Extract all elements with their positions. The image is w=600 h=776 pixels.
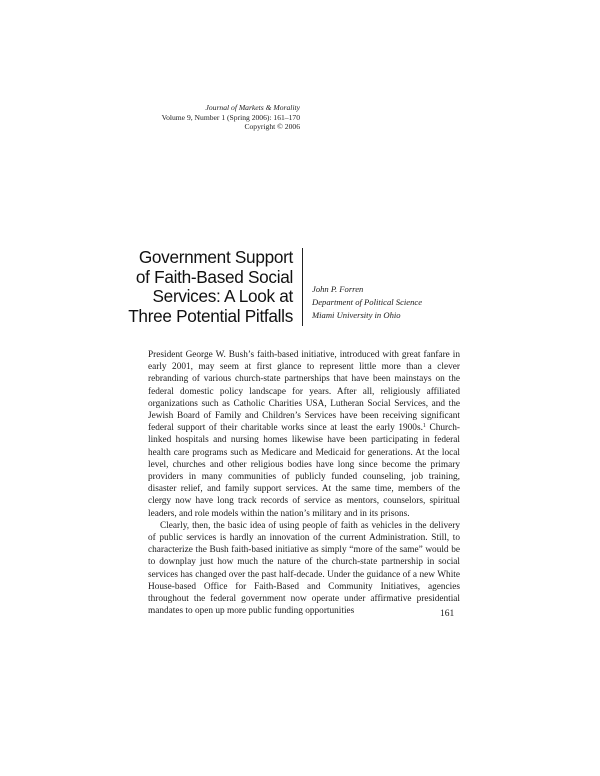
title-line: Services: A Look at (152, 286, 293, 307)
title-line: of Faith-Based Social (135, 266, 293, 287)
article-title (128, 248, 293, 326)
journal-volume: Volume 9, Number 1 (Spring 2006): 161–170 (161, 112, 300, 122)
journal-header (162, 103, 300, 132)
author-name: John P. Forren (312, 284, 364, 294)
body-paragraph (148, 349, 460, 520)
footnote-marker[interactable]: 1 (422, 423, 426, 430)
paragraph-text: Church-linked hospitals and nursing homes likewise have been participating in federal health care programs such as Medicare and Medicaid for generations. At the local level, churches and other religious bodies have long since become the primary providers in many communities of publicly funded counseling, job training, disaster relief, and family support services. At the same time, members of the clergy now have long track records of service as mentors, counselors, spiritual leaders, and role models within the nation’s military and in its prisons. (148, 423, 460, 519)
article-title-block (128, 248, 303, 326)
paragraph-text: President George W. Bush’s faith-based initiative, introduced with great fanfare in early 2001, may seem at first glance to represent little more than a clever rebranding of various church-state partnerships that have been mainstays on the federal domestic policy landscape for years. After all, religiously affiliated organizations such as Catholic Charities USA, Lutheran Social Services, and the Jewish Board of Family and Children’s Services have been receiving significant federal support of their charitable works since at least the early 1900s. (148, 350, 460, 434)
author-department: Department of Political Science (312, 297, 423, 307)
page-number: 161 (440, 609, 455, 619)
author-university: Miami University in Ohio (312, 310, 401, 320)
title-line: Government Support (138, 247, 293, 267)
body-paragraph: Clearly, then, the basic idea of using people of faith as vehicles in the delivery of public services is hardly an innovation of the current Administration. Still, to characterize the Bush faith-based initiative as simply “more of the same” would be to downplay just how much the nature of the church-state partnership in social services has changed over the past half-decade. Under the guidance of a new White House-based Office for Faith-Based and Community Initiatives, agencies throughout the federal government now operate under affirmative presidential mandates to open up more public funding opportunities (148, 520, 460, 617)
author-block (312, 283, 422, 322)
article-body (148, 349, 460, 617)
journal-name: Journal of Markets & Morality (205, 103, 300, 112)
journal-copyright: Copyright © 2006 (244, 122, 300, 132)
title-line: Three Potential Pitfalls (128, 305, 293, 326)
